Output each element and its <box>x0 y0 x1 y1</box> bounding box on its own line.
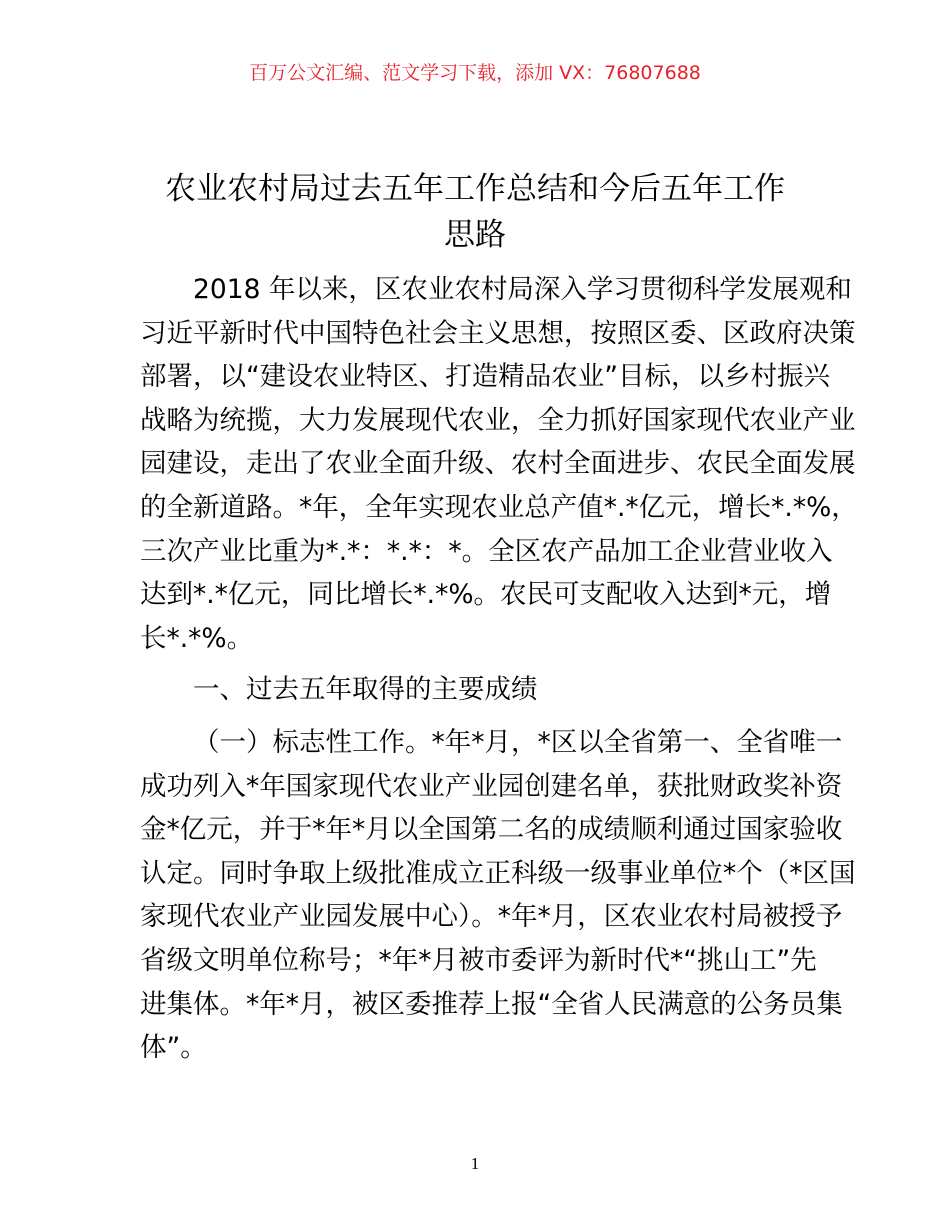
title-line: 农业农村局过去五年工作总结和今后五年工作 <box>165 171 785 207</box>
paragraph-line: 部署，以“建设农业特区、打造精品农业”目标，以乡村振兴 <box>140 361 830 393</box>
paragraph-line: 2018 年以来，区农业农村局深入学习贯彻科学发展观和 <box>193 274 852 305</box>
document-title <box>120 166 830 258</box>
paragraph-line: （一）标志性工作。*年*月，*区以全省第一、全省唯一 <box>193 727 843 758</box>
paragraph-line: 战略为统揽，大力发展现代农业，全力抓好国家现代农业产业 <box>140 404 856 436</box>
watermark-banner: 百万公文汇编、范文学习下载，添加 VX：76807688 <box>249 62 701 84</box>
page-number: 1 <box>470 1154 480 1173</box>
paragraph-line: 成功列入*年国家现代农业产业园创建名单，获批财政奖补资 <box>140 770 843 802</box>
paragraph-line: 体”。 <box>140 1032 207 1064</box>
paragraph-line: 长*.*%。 <box>140 622 254 654</box>
intro-paragraph <box>140 268 858 660</box>
paragraph-line: 习近平新时代中国特色社会主义思想，按照区委、区政府决策 <box>140 317 856 349</box>
title-line: 思路 <box>444 217 506 253</box>
paragraph-line: 达到*.*亿元，同比增长*.*%。农民可支配收入达到*元，增 <box>140 579 832 611</box>
achievement-paragraph <box>140 721 856 1070</box>
paragraph-line: 园建设，走出了农业全面升级、农村全面进步、农民全面发展 <box>140 448 856 480</box>
paragraph-line: 省级文明单位称号；*年*月被市委评为新时代*“挑山工”先 <box>140 944 817 976</box>
paragraph-line: 认定。同时争取上级批准成立正科级一级事业单位*个（*区国 <box>140 857 856 889</box>
paragraph-line: 进集体。*年*月，被区委推荐上报“全省人民满意的公务员集 <box>140 988 843 1020</box>
paragraph-line: 家现代农业产业园发展中心）。*年*月，区农业农村局被授予 <box>140 901 843 933</box>
paragraph-line: 三次产业比重为*.*：*.*：*。全区农产品加工企业营业收入 <box>140 535 833 567</box>
section-heading: 一、过去五年取得的主要成绩 <box>193 674 538 705</box>
paragraph-line: 的全新道路。*年，全年实现农业总产值*.*亿元，增长*.*%， <box>140 491 858 523</box>
paragraph-line: 金*亿元，并于*年*月以全国第二名的成绩顺利通过国家验收 <box>140 814 843 846</box>
